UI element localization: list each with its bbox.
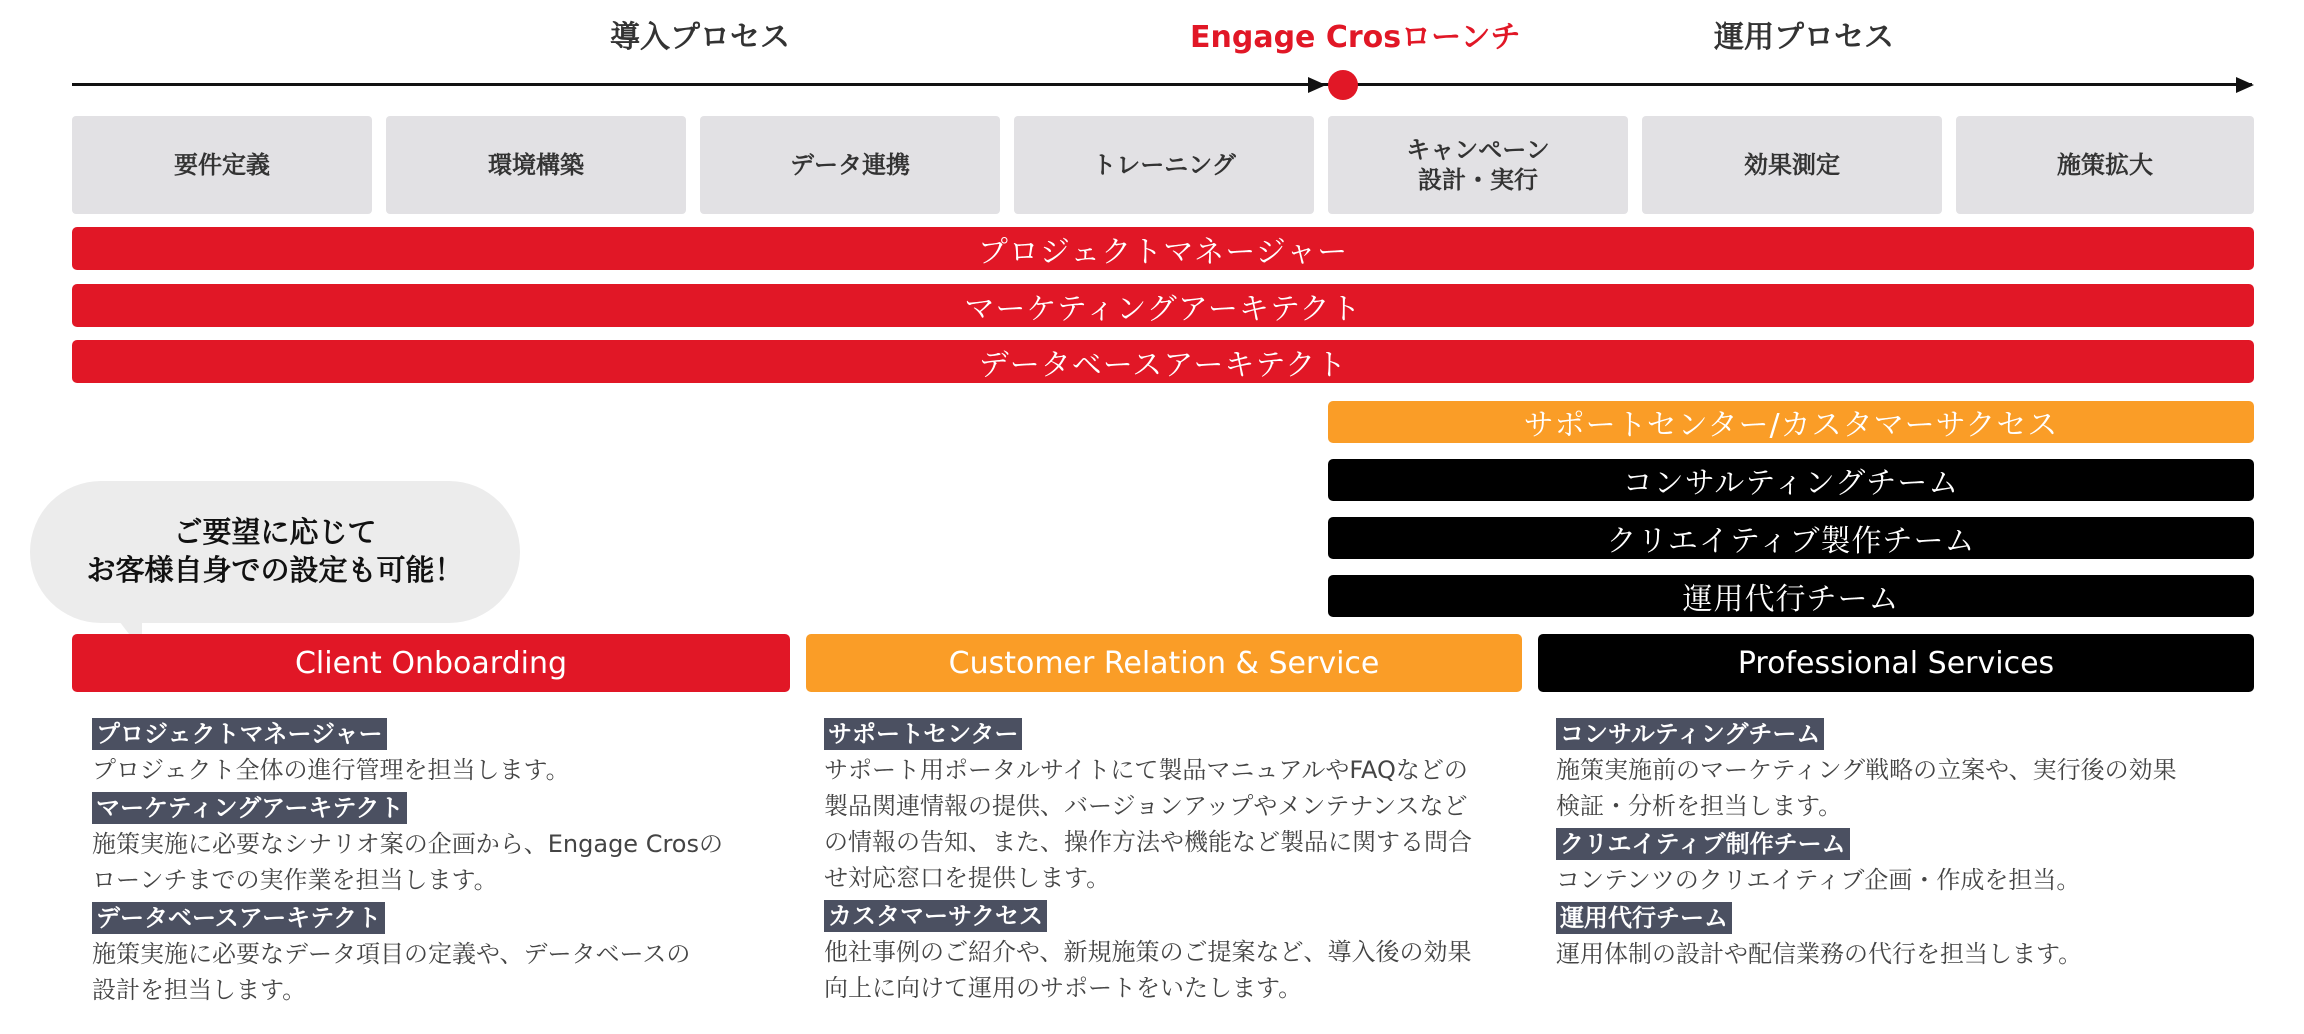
desc-body: 施策実施に必要なシナリオ案の企画から、Engage Crosの ローンチまでの実作業を担当します。 — [92, 830, 723, 894]
desc-heading: データベースアーキテクト — [92, 902, 385, 934]
step-expansion: 施策拡大 — [1956, 116, 2254, 214]
timeline-arrow-end — [2236, 77, 2254, 93]
desc-item — [824, 898, 1534, 1006]
role-bar-marketing-architect: マーケティングアーキテクト — [72, 284, 2254, 327]
step-data-integration: データ連携 — [700, 116, 1000, 214]
desc-item — [824, 716, 1534, 896]
desc-column-customer-relation — [824, 716, 1534, 1008]
desc-column-professional-services — [1556, 716, 2256, 974]
desc-item — [1556, 716, 2256, 824]
desc-column-onboarding — [92, 716, 792, 1010]
desc-heading: プロジェクトマネージャー — [92, 718, 387, 750]
desc-item — [1556, 826, 2256, 898]
desc-heading: 運用代行チーム — [1556, 902, 1732, 934]
desc-body: 運用体制の設計や配信業務の代行を担当します。 — [1556, 940, 2083, 968]
desc-body: 他社事例のご紹介や、新規施策のご提案など、導入後の効果 向上に向けて運用のサポートをいたします。 — [824, 938, 1472, 1002]
step-campaign: キャンペーン 設計・実行 — [1328, 116, 1628, 214]
desc-heading: クリエイティブ制作チーム — [1556, 828, 1850, 860]
desc-heading: カスタマーサクセス — [824, 900, 1047, 932]
role-bar-operations: 運用代行チーム — [1328, 575, 2254, 617]
desc-heading: コンサルティングチーム — [1556, 718, 1824, 750]
desc-heading: サポートセンター — [824, 718, 1022, 750]
launch-label: Engage Crosローンチ — [1190, 20, 1521, 55]
desc-item — [1556, 900, 2256, 972]
role-bar-creative: クリエイティブ製作チーム — [1328, 517, 2254, 559]
role-bar-support-success: サポートセンター/カスタマーサクセス — [1328, 401, 2254, 443]
step-training: トレーニング — [1014, 116, 1314, 214]
desc-heading: マーケティングアーキテクト — [92, 792, 407, 824]
launch-marker — [1328, 70, 1358, 100]
ops-process-label: 運用プロセス — [1714, 20, 1894, 55]
step-requirements: 要件定義 — [72, 116, 372, 214]
role-bar-consulting: コンサルティングチーム — [1328, 459, 2254, 501]
intro-process-label: 導入プロセス — [610, 20, 790, 55]
category-customer-relation: Customer Relation & Service — [806, 634, 1522, 692]
role-bar-project-manager: プロジェクトマネージャー — [72, 227, 2254, 270]
desc-body: 施策実施前のマーケティング戦略の立案や、実行後の効果 検証・分析を担当します。 — [1556, 756, 2177, 820]
desc-item — [92, 900, 792, 1008]
desc-body: 施策実施に必要なデータ項目の定義や、データベースの 設計を担当します。 — [92, 940, 691, 1004]
timeline-arrow-mid — [1308, 77, 1326, 93]
desc-item — [92, 790, 792, 898]
desc-body: サポート用ポータルサイトにて製品マニュアルやFAQなどの 製品関連情報の提供、バージョンアップやメンテナンスなど の情報の告知、また、操作方法や機能など製品に関する問合 せ対応窓口を提供します。 — [824, 756, 1472, 892]
step-environment: 環境構築 — [386, 116, 686, 214]
role-bar-database-architect: データベースアーキテクト — [72, 340, 2254, 383]
desc-body: コンテンツのクリエイティブ企画・作成を担当。 — [1556, 866, 2081, 894]
category-client-onboarding: Client Onboarding — [72, 634, 790, 692]
speech-bubble: ご要望に応じて お客様自身での設定も可能！ — [30, 481, 520, 623]
desc-body: プロジェクト全体の進行管理を担当します。 — [92, 756, 570, 784]
step-measurement: 効果測定 — [1642, 116, 1942, 214]
category-professional-services: Professional Services — [1538, 634, 2254, 692]
timeline-axis — [72, 83, 2252, 86]
desc-item — [92, 716, 792, 788]
